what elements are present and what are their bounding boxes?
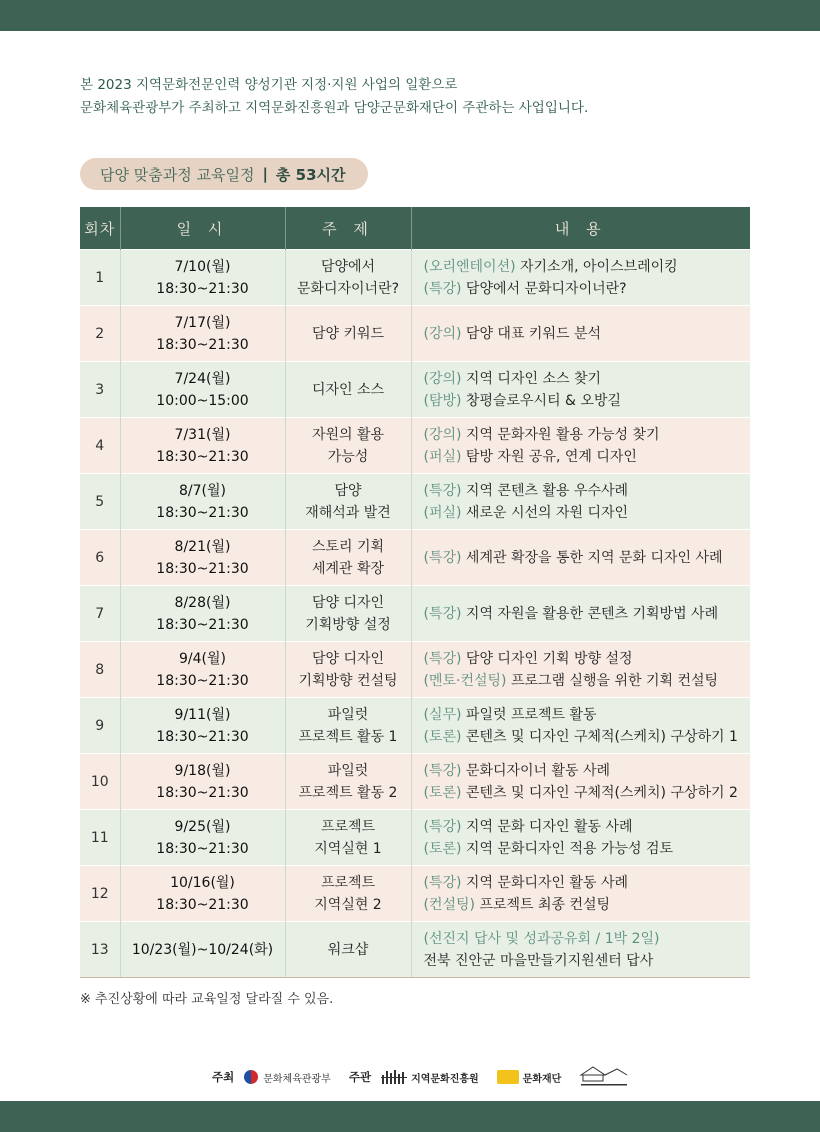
content-line-2 <box>424 838 751 860</box>
table-row <box>80 418 750 474</box>
session-datetime <box>120 642 285 698</box>
session-number: 10 <box>80 754 120 810</box>
session-number: 5 <box>80 474 120 530</box>
topic-line-2: 지역실현 1 <box>314 840 382 857</box>
table-row <box>80 250 750 306</box>
content-tag: (강의) <box>423 325 462 342</box>
session-topic <box>285 530 411 586</box>
intro-text <box>80 74 780 120</box>
content-text: 세계관 확장을 통한 지역 문화 디자인 사례 <box>461 549 723 566</box>
content-tag: (퍼실) <box>423 448 462 465</box>
mcst-name: 문화체육관광부 <box>263 1073 331 1085</box>
session-time: 18:30~21:30 <box>156 672 249 689</box>
session-number: 12 <box>80 866 120 922</box>
session-content <box>411 474 750 530</box>
content-line-1 <box>424 256 751 278</box>
content-line-1 <box>424 760 751 782</box>
content-line-2 <box>424 670 751 692</box>
session-datetime <box>120 586 285 642</box>
table-row <box>80 642 750 698</box>
content-text: 지역 문화 디자인 활동 사례 <box>461 818 633 835</box>
organizer-label: 주관 <box>348 1070 372 1084</box>
session-content <box>411 530 750 586</box>
session-topic <box>285 754 411 810</box>
header-session: 회차 <box>80 207 120 250</box>
session-date: 8/21(월) <box>174 538 231 555</box>
session-datetime <box>120 754 285 810</box>
content-tag: (토론) <box>423 840 462 857</box>
session-time: 18:30~21:30 <box>156 336 249 353</box>
session-datetime <box>120 866 285 922</box>
session-datetime <box>120 250 285 306</box>
session-topic <box>285 810 411 866</box>
content-text: 담양 디자인 기획 방향 설정 <box>461 650 633 667</box>
content-tag: (특강) <box>423 605 462 622</box>
table-row <box>80 810 750 866</box>
schedule-note: ※ 추진상황에 따라 교육일정 달라질 수 있음. <box>80 992 334 1007</box>
topic-line-2: 문화디자이너란? <box>296 280 400 297</box>
topic-line-1: 파일럿 <box>327 706 369 723</box>
content-tag: (특강) <box>423 280 462 297</box>
rcda-name: 지역문화진흥원 <box>411 1073 479 1085</box>
content-tag: (탐방) <box>423 392 462 409</box>
content-text: 문화디자이너 활동 사례 <box>461 762 611 779</box>
header-content: 내 용 <box>411 207 750 250</box>
content-line-1 <box>424 704 751 726</box>
topic-line-1: 스토리 기획 <box>311 538 385 555</box>
content-text: 프로그램 실행을 위한 기획 컨설팅 <box>506 672 719 689</box>
emblem-icon <box>497 1070 519 1084</box>
table-row <box>80 754 750 810</box>
session-time: 18:30~21:30 <box>156 896 249 913</box>
session-content <box>411 362 750 418</box>
content-tag: (토론) <box>423 784 462 801</box>
content-line-1 <box>424 872 751 894</box>
table-row <box>80 586 750 642</box>
rcda-logo <box>381 1069 479 1085</box>
session-date: 7/10(월) <box>174 258 231 275</box>
content-line-1 <box>424 648 751 670</box>
content-line-1 <box>424 603 751 625</box>
topic-line-1: 담양 <box>334 482 362 499</box>
session-content <box>411 586 750 642</box>
session-number: 13 <box>80 922 120 978</box>
content-text: 담양에서 문화디자이너란? <box>461 280 627 297</box>
table-row <box>80 306 750 362</box>
session-content <box>411 922 750 978</box>
content-line-2 <box>424 390 751 412</box>
content-text: 지역 문화자원 활용 가능성 찾기 <box>461 426 660 443</box>
content-text: 새로운 시선의 자원 디자인 <box>461 504 629 521</box>
session-content <box>411 754 750 810</box>
content-text: 창평슬로우시티 & 오방길 <box>461 392 621 409</box>
session-date: 7/24(월) <box>174 370 231 387</box>
intro-line-2: 문화체육관광부가 주최하고 지역문화진흥원과 담양군문화재단이 주관하는 사업입니다. <box>80 100 589 116</box>
content-tag: (선진지 답사 및 성과공유회 / 1박 2일) <box>423 930 660 947</box>
session-content <box>411 418 750 474</box>
session-number: 2 <box>80 306 120 362</box>
host-label: 주최 <box>212 1070 235 1084</box>
content-text: 프로젝트 최종 컨설팅 <box>475 896 611 913</box>
content-tag: (특강) <box>423 874 462 891</box>
session-date: 9/18(월) <box>174 762 231 779</box>
session-datetime <box>120 810 285 866</box>
session-topic <box>285 474 411 530</box>
topic-line-2: 재해석과 발견 <box>305 504 391 521</box>
content-line-2 <box>424 950 751 972</box>
topic-line-1: 파일럿 <box>327 762 369 779</box>
session-time: 18:30~21:30 <box>156 784 249 801</box>
session-content <box>411 642 750 698</box>
content-line-1 <box>424 323 751 345</box>
session-topic <box>285 866 411 922</box>
content-text: 파일럿 프로젝트 활동 <box>461 706 597 723</box>
session-topic <box>285 586 411 642</box>
session-number: 8 <box>80 642 120 698</box>
session-date: 7/31(월) <box>174 426 231 443</box>
session-date: 8/28(월) <box>174 594 231 611</box>
session-content <box>411 866 750 922</box>
session-time: 18:30~21:30 <box>156 280 249 297</box>
content-line-1 <box>424 368 751 390</box>
session-time: 18:30~21:30 <box>156 840 249 857</box>
damyang-foundation-logo <box>579 1065 629 1089</box>
session-content <box>411 698 750 754</box>
session-time: 18:30~21:30 <box>156 560 249 577</box>
content-line-1 <box>424 816 751 838</box>
content-text: 콘텐츠 및 디자인 구체적(스케치) 구상하기 2 <box>461 784 738 801</box>
content-line-2 <box>424 446 751 468</box>
schedule-heading <box>80 158 368 190</box>
content-tag: (특강) <box>423 650 462 667</box>
content-tag: (강의) <box>423 370 462 387</box>
topic-line-2: 기획방향 컨설팅 <box>298 672 398 689</box>
content-text: 콘텐츠 및 디자인 구체적(스케치) 구상하기 1 <box>461 728 738 745</box>
session-date: 9/11(월) <box>174 706 231 723</box>
content-tag: (실무) <box>423 706 462 723</box>
session-datetime <box>120 530 285 586</box>
content-line-2 <box>424 502 751 524</box>
session-date: 7/17(월) <box>174 314 231 331</box>
topic-line-2: 프로젝트 활동 2 <box>298 784 398 801</box>
content-text: 지역 자원을 활용한 콘텐츠 기획방법 사례 <box>461 605 719 622</box>
session-topic <box>285 642 411 698</box>
content-text: 자기소개, 아이스브레이킹 <box>515 258 678 275</box>
session-time: 10:00~15:00 <box>156 392 249 409</box>
schedule-table <box>80 207 750 978</box>
topic-line-1: 담양 키워드 <box>311 325 385 342</box>
session-number: 3 <box>80 362 120 418</box>
session-datetime <box>120 922 285 978</box>
session-topic <box>285 922 411 978</box>
session-number: 6 <box>80 530 120 586</box>
session-content <box>411 250 750 306</box>
content-tag: (특강) <box>423 549 462 566</box>
content-tag: (오리엔테이션) <box>423 258 516 275</box>
session-time: 18:30~21:30 <box>156 504 249 521</box>
session-time: 18:30~21:30 <box>156 728 249 745</box>
content-tag: (토론) <box>423 728 462 745</box>
header-datetime: 일 시 <box>120 207 285 250</box>
content-line-1 <box>424 480 751 502</box>
footer-logos <box>212 1062 647 1092</box>
topic-line-2: 세계관 확장 <box>311 560 385 577</box>
intro-line-1: 본 2023 지역문화전문인력 양성기관 지정·지원 사업의 일환으로 <box>80 77 458 93</box>
header-topic: 주 제 <box>285 207 411 250</box>
content-text: 탐방 자원 공유, 연계 디자인 <box>461 448 637 465</box>
bars-icon <box>381 1069 407 1085</box>
bottom-banner <box>0 1101 820 1132</box>
session-datetime <box>120 698 285 754</box>
table-row <box>80 698 750 754</box>
session-date: 9/25(월) <box>174 818 231 835</box>
content-line-2 <box>424 278 751 300</box>
session-datetime <box>120 474 285 530</box>
session-number: 1 <box>80 250 120 306</box>
session-number: 7 <box>80 586 120 642</box>
session-date: 8/7(월) <box>179 482 226 499</box>
topic-line-1: 자원의 활용 <box>311 426 385 443</box>
table-row <box>80 866 750 922</box>
session-number: 11 <box>80 810 120 866</box>
heading-separator: | <box>262 165 268 183</box>
session-number: 9 <box>80 698 120 754</box>
session-date: 10/16(월) <box>170 874 235 891</box>
content-tag: (특강) <box>423 482 462 499</box>
content-tag: (퍼실) <box>423 504 462 521</box>
content-text: 지역 디자인 소스 찾기 <box>461 370 602 387</box>
session-datetime <box>120 306 285 362</box>
total-hours: 총 53시간 <box>275 165 346 184</box>
session-topic <box>285 362 411 418</box>
content-text: 지역 문화디자인 활동 사례 <box>461 874 629 891</box>
taegeuk-icon <box>244 1070 258 1084</box>
topic-line-1: 프로젝트 <box>320 818 376 835</box>
session-time: 18:30~21:30 <box>156 448 249 465</box>
schedule-title: 담양 맞춤과정 교육일정 <box>100 165 255 184</box>
topic-line-2: 지역실현 2 <box>314 896 382 913</box>
content-text: 담양 대표 키워드 분석 <box>461 325 602 342</box>
session-datetime <box>120 418 285 474</box>
content-line-1 <box>424 424 751 446</box>
session-content <box>411 810 750 866</box>
culture-foundation-name: 문화재단 <box>522 1073 562 1085</box>
topic-line-1: 프로젝트 <box>320 874 376 891</box>
mcst-logo <box>244 1070 331 1085</box>
content-tag: (강의) <box>423 426 462 443</box>
house-icon <box>579 1065 629 1089</box>
topic-line-1: 담양 디자인 <box>311 594 385 611</box>
table-row <box>80 362 750 418</box>
content-tag: (특강) <box>423 818 462 835</box>
topic-line-2: 가능성 <box>327 448 369 465</box>
session-date: 9/4(월) <box>179 650 226 667</box>
table-row <box>80 530 750 586</box>
topic-line-1: 담양에서 <box>320 258 376 275</box>
content-text: 전북 진안군 마을만들기지원센터 답사 <box>423 952 654 969</box>
session-topic <box>285 418 411 474</box>
content-text: 지역 콘텐츠 활용 우수사례 <box>461 482 629 499</box>
content-line-1 <box>424 547 751 569</box>
table-row <box>80 474 750 530</box>
session-date: 10/23(월)~10/24(화) <box>131 941 274 958</box>
table-header-row <box>80 207 750 250</box>
topic-line-1: 담양 디자인 <box>311 650 385 667</box>
content-line-2 <box>424 894 751 916</box>
session-datetime <box>120 362 285 418</box>
content-line-2 <box>424 782 751 804</box>
content-tag: (컨설팅) <box>423 896 475 913</box>
content-line-2 <box>424 726 751 748</box>
content-line-1 <box>424 928 751 950</box>
content-tag: (특강) <box>423 762 462 779</box>
topic-line-1: 디자인 소스 <box>311 381 385 398</box>
culture-foundation-logo <box>497 1070 562 1085</box>
session-topic <box>285 306 411 362</box>
topic-line-1: 워크샵 <box>327 941 369 958</box>
session-topic <box>285 698 411 754</box>
content-tag: (멘토·컨설팅) <box>423 672 507 689</box>
session-time: 18:30~21:30 <box>156 616 249 633</box>
content-text: 지역 문화디자인 적용 가능성 검토 <box>461 840 674 857</box>
session-content <box>411 306 750 362</box>
session-topic <box>285 250 411 306</box>
topic-line-2: 기획방향 설정 <box>305 616 391 633</box>
session-number: 4 <box>80 418 120 474</box>
topic-line-2: 프로젝트 활동 1 <box>298 728 398 745</box>
top-banner <box>0 0 820 31</box>
table-row <box>80 922 750 978</box>
